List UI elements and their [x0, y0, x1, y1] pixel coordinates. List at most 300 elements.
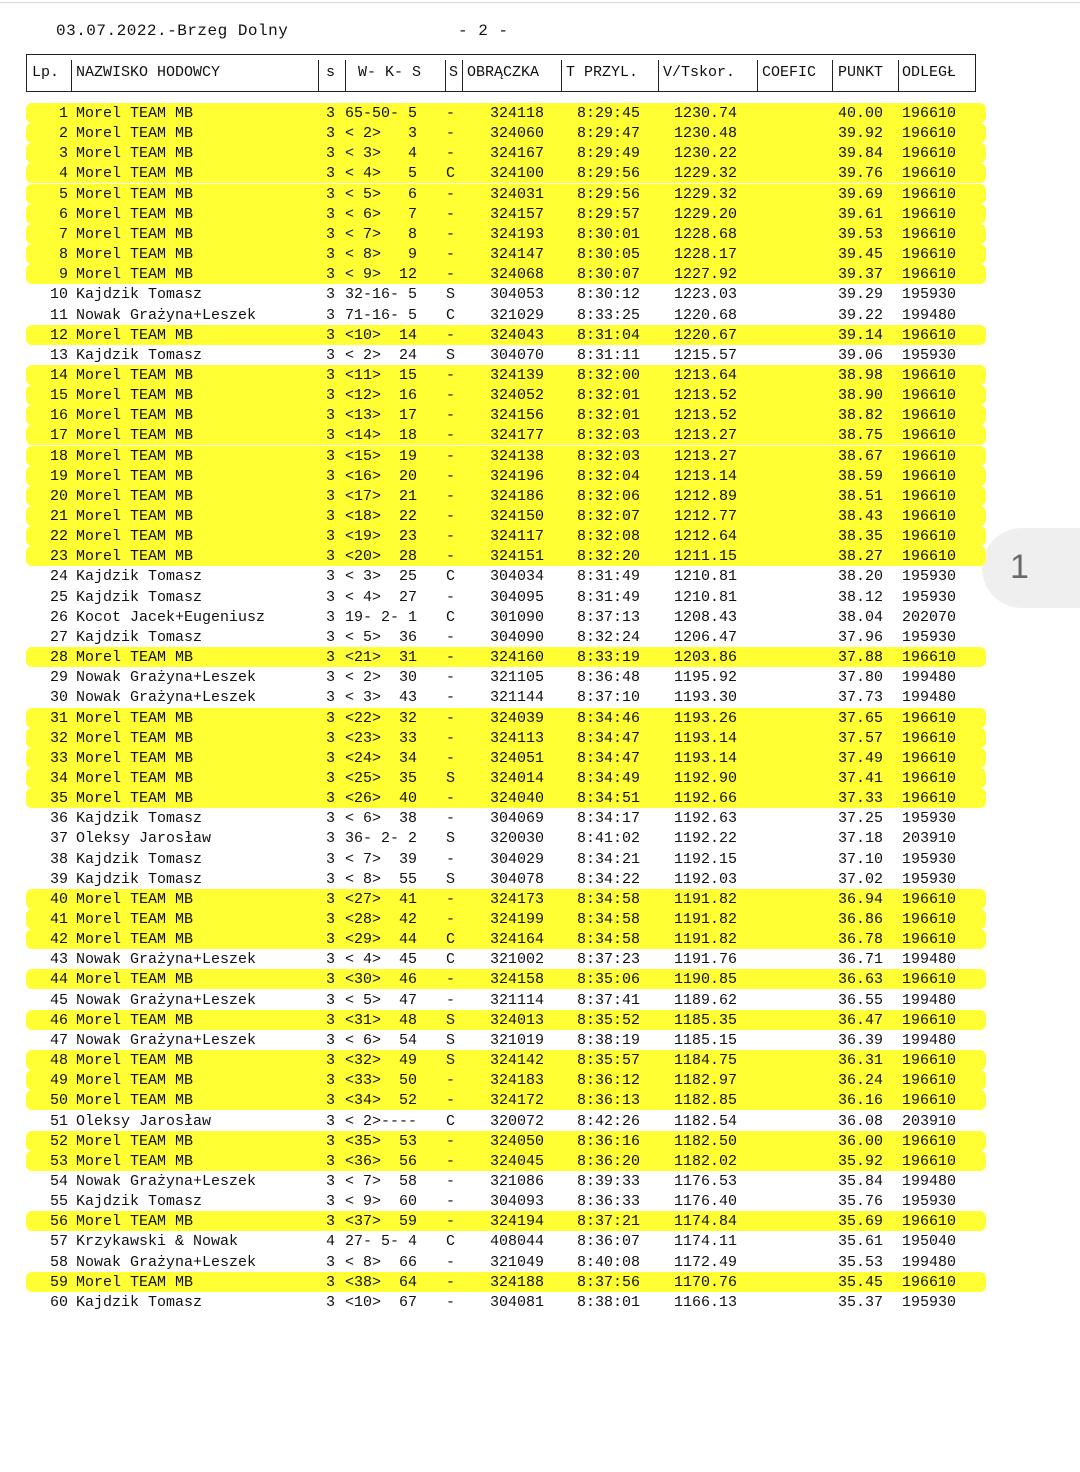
- row-lp: 18: [49, 447, 68, 465]
- row-ring: 324147: [490, 246, 545, 264]
- row-points: 39.92: [838, 125, 884, 143]
- row-time: 8:29:49: [577, 145, 641, 163]
- row-points: 37.49: [838, 749, 884, 767]
- table-row: [26, 466, 986, 486]
- row-x: -: [446, 1273, 456, 1291]
- row-points: 38.98: [838, 366, 884, 384]
- table-row: [26, 103, 986, 123]
- row-points: 35.37: [838, 1293, 884, 1311]
- table-row: [26, 1252, 986, 1272]
- row-points: 36.71: [838, 951, 884, 969]
- row-wk: <20> 28: [345, 548, 418, 566]
- row-speed: 1192.90: [674, 769, 738, 787]
- row-speed: 1166.13: [674, 1293, 738, 1311]
- row-lp: 56: [49, 1213, 68, 1231]
- row-x: S: [446, 1011, 456, 1029]
- row-name: Morel TEAM MB: [76, 1152, 194, 1170]
- row-time: 8:30:01: [577, 225, 641, 243]
- row-time: 8:34:22: [577, 870, 641, 888]
- row-points: 36.31: [838, 1052, 884, 1070]
- row-time: 8:34:47: [577, 749, 641, 767]
- row-time: 8:32:08: [577, 528, 641, 546]
- table-row: [26, 849, 986, 869]
- row-wk: <21> 31: [345, 649, 418, 667]
- row-wk: <34> 52: [345, 1092, 418, 1110]
- row-name: Morel TEAM MB: [76, 931, 194, 949]
- row-ring: 304093: [490, 1193, 545, 1211]
- row-x: -: [446, 709, 456, 727]
- col-sep: [345, 60, 346, 92]
- row-s: 3: [326, 568, 336, 586]
- row-ring: 324193: [490, 225, 545, 243]
- table-row: [26, 587, 986, 607]
- row-lp: 40: [49, 890, 68, 908]
- row-x: -: [446, 225, 456, 243]
- row-s: 3: [326, 427, 336, 445]
- row-wk: 32-16- 5: [345, 286, 418, 304]
- row-time: 8:34:58: [577, 931, 641, 949]
- row-points: 39.45: [838, 246, 884, 264]
- row-time: 8:40:08: [577, 1253, 641, 1271]
- row-time: 8:34:51: [577, 790, 641, 808]
- row-x: -: [446, 1072, 456, 1090]
- row-ring: 304053: [490, 286, 545, 304]
- row-points: 39.61: [838, 205, 884, 223]
- row-wk: <31> 48: [345, 1011, 418, 1029]
- row-lp: 23: [49, 548, 68, 566]
- row-points: 37.73: [838, 689, 884, 707]
- row-lp: 57: [49, 1233, 68, 1251]
- table-row: [26, 1211, 986, 1231]
- row-speed: 1176.40: [674, 1193, 738, 1211]
- row-dist: 199480: [902, 951, 957, 969]
- row-speed: 1229.32: [674, 185, 738, 203]
- row-x: -: [446, 105, 456, 122]
- table-row: [26, 566, 986, 586]
- row-time: 8:36:13: [577, 1092, 641, 1110]
- row-speed: 1176.53: [674, 1172, 738, 1190]
- row-s: 3: [326, 185, 336, 203]
- col-sep: [658, 60, 659, 92]
- row-s: 3: [326, 649, 336, 667]
- row-ring: 324160: [490, 649, 545, 667]
- row-x: -: [446, 246, 456, 264]
- row-x: -: [446, 1092, 456, 1110]
- row-speed: 1203.86: [674, 649, 738, 667]
- row-wk: < 2> 3: [345, 125, 418, 143]
- row-name: Morel TEAM MB: [76, 246, 194, 264]
- row-x: S: [446, 1031, 456, 1049]
- row-time: 8:34:47: [577, 729, 641, 747]
- row-time: 8:36:16: [577, 1132, 641, 1150]
- row-lp: 31: [49, 709, 68, 727]
- row-lp: 28: [49, 649, 68, 667]
- row-points: 35.69: [838, 1213, 884, 1231]
- row-points: 37.33: [838, 790, 884, 808]
- row-x: -: [446, 991, 456, 1009]
- col-sep: [832, 60, 833, 92]
- row-name: Morel TEAM MB: [76, 749, 194, 767]
- row-speed: 1213.64: [674, 366, 738, 384]
- row-time: 8:41:02: [577, 830, 641, 848]
- col-sep: [561, 60, 562, 92]
- row-name: Morel TEAM MB: [76, 911, 194, 928]
- row-dist: 196610: [902, 165, 957, 183]
- row-time: 8:35:06: [577, 971, 641, 989]
- row-name: Morel TEAM MB: [76, 366, 194, 384]
- table-row: [26, 305, 986, 325]
- row-ring: 324151: [490, 548, 545, 566]
- row-s: 3: [326, 1193, 336, 1211]
- row-name: Morel TEAM MB: [76, 387, 194, 405]
- row-time: 8:38:19: [577, 1031, 641, 1049]
- row-lp: 14: [49, 366, 68, 384]
- row-dist: 199480: [902, 1172, 957, 1190]
- row-s: 3: [326, 931, 336, 949]
- row-ring: 321019: [490, 1031, 545, 1049]
- row-s: 3: [326, 125, 336, 143]
- row-points: 39.06: [838, 346, 884, 364]
- row-ring: 324118: [490, 105, 545, 122]
- row-time: 8:29:47: [577, 125, 641, 143]
- row-wk: <16> 20: [345, 467, 418, 485]
- page-number-badge: 1: [1010, 548, 1029, 586]
- row-wk: <29> 44: [345, 931, 418, 949]
- row-ring: 321029: [490, 306, 545, 324]
- row-time: 8:37:41: [577, 991, 641, 1009]
- row-x: -: [446, 749, 456, 767]
- row-speed: 1192.03: [674, 870, 738, 888]
- table-row: [26, 728, 986, 748]
- row-time: 8:34:58: [577, 911, 641, 928]
- row-points: 38.35: [838, 528, 884, 546]
- row-wk: <32> 49: [345, 1052, 418, 1070]
- row-lp: 55: [49, 1193, 68, 1211]
- row-time: 8:36:20: [577, 1152, 641, 1170]
- row-lp: 49: [49, 1072, 68, 1090]
- row-time: 8:32:01: [577, 387, 641, 405]
- row-lp: 7: [58, 225, 68, 243]
- page-label: - 2 -: [458, 22, 509, 40]
- row-s: 4: [326, 1233, 336, 1251]
- row-time: 8:30:12: [577, 286, 641, 304]
- col-sep: [975, 54, 976, 92]
- table-row: [26, 486, 986, 506]
- row-x: -: [446, 790, 456, 808]
- row-x: C: [446, 951, 456, 969]
- row-time: 8:29:56: [577, 185, 641, 203]
- row-lp: 43: [49, 951, 68, 969]
- row-time: 8:29:56: [577, 165, 641, 183]
- row-lp: 19: [49, 467, 68, 485]
- row-wk: <33> 50: [345, 1072, 418, 1090]
- row-dist: 196610: [902, 246, 957, 264]
- table-row: [26, 869, 986, 889]
- table-row: [26, 405, 986, 425]
- row-ring: 304078: [490, 870, 545, 888]
- row-ring: 324117: [490, 528, 545, 546]
- row-name: Nowak Grażyna+Leszek: [76, 689, 257, 707]
- row-name: Morel TEAM MB: [76, 427, 194, 445]
- row-time: 8:29:45: [577, 105, 641, 122]
- row-wk: < 8> 66: [345, 1253, 418, 1271]
- row-time: 8:31:49: [577, 588, 641, 606]
- row-dist: 195930: [902, 1293, 957, 1311]
- row-speed: 1212.77: [674, 508, 738, 525]
- row-s: 3: [326, 407, 336, 425]
- row-speed: 1190.85: [674, 971, 738, 989]
- row-points: 37.18: [838, 830, 884, 848]
- col-sep: [445, 60, 446, 92]
- row-name: Morel TEAM MB: [76, 1072, 194, 1090]
- row-name: Morel TEAM MB: [76, 205, 194, 223]
- row-points: 38.27: [838, 548, 884, 566]
- row-points: 35.61: [838, 1233, 884, 1251]
- row-name: Morel TEAM MB: [76, 1092, 194, 1110]
- row-lp: 36: [49, 810, 68, 828]
- row-s: 3: [326, 1112, 336, 1130]
- table-row: [26, 708, 986, 728]
- row-s: 3: [326, 971, 336, 989]
- table-row: [26, 1151, 986, 1171]
- row-speed: 1191.82: [674, 890, 738, 908]
- row-s: 3: [326, 1172, 336, 1190]
- row-ring: 321114: [490, 991, 545, 1009]
- row-lp: 13: [49, 346, 68, 364]
- row-ring: 324031: [490, 185, 545, 203]
- row-wk: < 9> 12: [345, 266, 418, 284]
- row-points: 39.22: [838, 306, 884, 324]
- row-ring: 324157: [490, 205, 545, 223]
- row-dist: 196610: [902, 326, 957, 344]
- row-ring: 324060: [490, 125, 545, 143]
- col-sep: [71, 60, 72, 92]
- row-points: 39.37: [838, 266, 884, 284]
- row-points: 37.65: [838, 709, 884, 727]
- row-lp: 6: [58, 205, 68, 223]
- row-s: 3: [326, 326, 336, 344]
- row-name: Kajdzik Tomasz: [76, 346, 203, 364]
- table-row: [26, 224, 986, 244]
- row-points: 39.76: [838, 165, 884, 183]
- row-points: 36.08: [838, 1112, 884, 1130]
- table-row: [26, 506, 986, 526]
- row-points: 37.88: [838, 649, 884, 667]
- row-time: 8:36:12: [577, 1072, 641, 1090]
- row-wk: <12> 16: [345, 387, 418, 405]
- row-s: 3: [326, 266, 336, 284]
- row-ring: 324188: [490, 1273, 545, 1291]
- row-wk: <27> 41: [345, 890, 418, 908]
- row-name: Kajdzik Tomasz: [76, 568, 203, 586]
- row-s: 3: [326, 870, 336, 888]
- row-points: 39.14: [838, 326, 884, 344]
- row-speed: 1229.32: [674, 165, 738, 183]
- row-dist: 195930: [902, 850, 957, 868]
- row-points: 35.53: [838, 1253, 884, 1271]
- row-ring: 324039: [490, 709, 545, 727]
- row-lp: 58: [49, 1253, 68, 1271]
- row-lp: 4: [58, 165, 68, 183]
- row-s: 3: [326, 246, 336, 264]
- row-time: 8:33:19: [577, 649, 641, 667]
- row-name: Morel TEAM MB: [76, 1011, 194, 1029]
- row-speed: 1191.82: [674, 911, 738, 928]
- row-dist: 203910: [902, 1112, 957, 1130]
- row-x: C: [446, 608, 456, 626]
- row-dist: 195930: [902, 346, 957, 364]
- row-points: 38.20: [838, 568, 884, 586]
- row-wk: <28> 42: [345, 911, 418, 928]
- row-wk: < 5> 47: [345, 991, 418, 1009]
- row-speed: 1193.14: [674, 749, 738, 767]
- row-s: 3: [326, 608, 336, 626]
- row-wk: 71-16- 5: [345, 306, 418, 324]
- table-row: [26, 1090, 986, 1110]
- row-speed: 1182.54: [674, 1112, 738, 1130]
- row-time: 8:32:07: [577, 508, 641, 525]
- row-speed: 1174.84: [674, 1213, 738, 1231]
- table-row: [26, 667, 986, 687]
- row-dist: 196610: [902, 205, 957, 223]
- row-x: -: [446, 427, 456, 445]
- row-ring: 324186: [490, 487, 545, 505]
- row-points: 36.94: [838, 890, 884, 908]
- table-row: [26, 385, 986, 405]
- row-name: Kajdzik Tomasz: [76, 588, 203, 606]
- row-dist: 199480: [902, 669, 957, 687]
- row-name: Kocot Jacek+Eugeniusz: [76, 608, 266, 626]
- row-dist: 196610: [902, 125, 957, 143]
- row-points: 39.29: [838, 286, 884, 304]
- row-name: Nowak Grażyna+Leszek: [76, 669, 257, 687]
- row-wk: <10> 67: [345, 1293, 418, 1311]
- table-row: [26, 1231, 986, 1251]
- row-time: 8:36:48: [577, 669, 641, 687]
- row-time: 8:32:06: [577, 487, 641, 505]
- row-lp: 3: [58, 145, 68, 163]
- row-s: 3: [326, 628, 336, 646]
- col-sep: [462, 60, 463, 92]
- row-ring: 301090: [490, 608, 545, 626]
- row-s: 3: [326, 1052, 336, 1070]
- row-dist: 202070: [902, 608, 957, 626]
- row-s: 3: [326, 528, 336, 546]
- row-name: Kajdzik Tomasz: [76, 286, 203, 304]
- row-x: -: [446, 185, 456, 203]
- row-points: 38.82: [838, 407, 884, 425]
- row-speed: 1212.89: [674, 487, 738, 505]
- row-x: -: [446, 850, 456, 868]
- row-name: Morel TEAM MB: [76, 971, 194, 989]
- row-dist: 196610: [902, 407, 957, 425]
- table-row: [26, 929, 986, 949]
- row-lp: 9: [58, 266, 68, 284]
- row-speed: 1213.27: [674, 427, 738, 445]
- row-points: 38.12: [838, 588, 884, 606]
- table-row: [26, 1030, 986, 1050]
- row-dist: 196610: [902, 790, 957, 808]
- row-x: -: [446, 407, 456, 425]
- row-dist: 195930: [902, 870, 957, 888]
- row-s: 3: [326, 1132, 336, 1150]
- row-speed: 1206.47: [674, 628, 738, 646]
- row-name: Morel TEAM MB: [76, 105, 194, 122]
- row-speed: 1229.20: [674, 205, 738, 223]
- row-dist: 195930: [902, 810, 957, 828]
- row-speed: 1213.52: [674, 387, 738, 405]
- row-name: Nowak Grażyna+Leszek: [76, 1031, 257, 1049]
- row-dist: 196610: [902, 487, 957, 505]
- col-sep: [898, 60, 899, 92]
- row-points: 38.43: [838, 508, 884, 525]
- row-s: 3: [326, 769, 336, 787]
- row-name: Morel TEAM MB: [76, 890, 194, 908]
- row-dist: 196610: [902, 931, 957, 949]
- row-speed: 1191.76: [674, 951, 738, 969]
- row-x: -: [446, 689, 456, 707]
- row-speed: 1192.66: [674, 790, 738, 808]
- row-name: Morel TEAM MB: [76, 487, 194, 505]
- row-lp: 48: [49, 1052, 68, 1070]
- table-row: [26, 1070, 986, 1090]
- row-speed: 1184.75: [674, 1052, 738, 1070]
- row-s: 3: [326, 709, 336, 727]
- row-speed: 1189.62: [674, 991, 738, 1009]
- col-dist: ODLEGŁ: [902, 64, 957, 81]
- col-sep: [26, 54, 27, 92]
- row-wk: < 7> 39: [345, 850, 418, 868]
- row-dist: 195930: [902, 588, 957, 606]
- row-s: 3: [326, 1213, 336, 1231]
- row-s: 3: [326, 387, 336, 405]
- row-ring: 324196: [490, 467, 545, 485]
- row-time: 8:39:33: [577, 1172, 641, 1190]
- row-lp: 12: [49, 326, 68, 344]
- row-s: 3: [326, 669, 336, 687]
- row-x: -: [446, 911, 456, 928]
- row-time: 8:32:20: [577, 548, 641, 566]
- page-indicator-tab[interactable]: [982, 528, 1080, 608]
- row-points: 36.39: [838, 1031, 884, 1049]
- table-row: [26, 768, 986, 788]
- row-name: Morel TEAM MB: [76, 447, 194, 465]
- row-x: -: [446, 890, 456, 908]
- row-wk: < 5> 36: [345, 628, 418, 646]
- row-wk: <36> 56: [345, 1152, 418, 1170]
- row-ring: 321086: [490, 1172, 545, 1190]
- row-name: Morel TEAM MB: [76, 165, 194, 183]
- row-name: Morel TEAM MB: [76, 326, 194, 344]
- row-time: 8:32:01: [577, 407, 641, 425]
- table-row: [26, 627, 986, 647]
- row-x: -: [446, 729, 456, 747]
- row-time: 8:29:57: [577, 205, 641, 223]
- row-lp: 33: [49, 749, 68, 767]
- row-name: Kajdzik Tomasz: [76, 1293, 203, 1311]
- row-ring: 324158: [490, 971, 545, 989]
- table-row: [26, 990, 986, 1010]
- row-name: Morel TEAM MB: [76, 1273, 194, 1291]
- table-row: [26, 526, 986, 546]
- row-x: -: [446, 387, 456, 405]
- row-wk: < 6> 7: [345, 205, 418, 223]
- row-dist: 196610: [902, 890, 957, 908]
- row-points: 38.67: [838, 447, 884, 465]
- row-x: -: [446, 125, 456, 143]
- row-wk: < 3> 25: [345, 568, 418, 586]
- row-name: Morel TEAM MB: [76, 508, 194, 525]
